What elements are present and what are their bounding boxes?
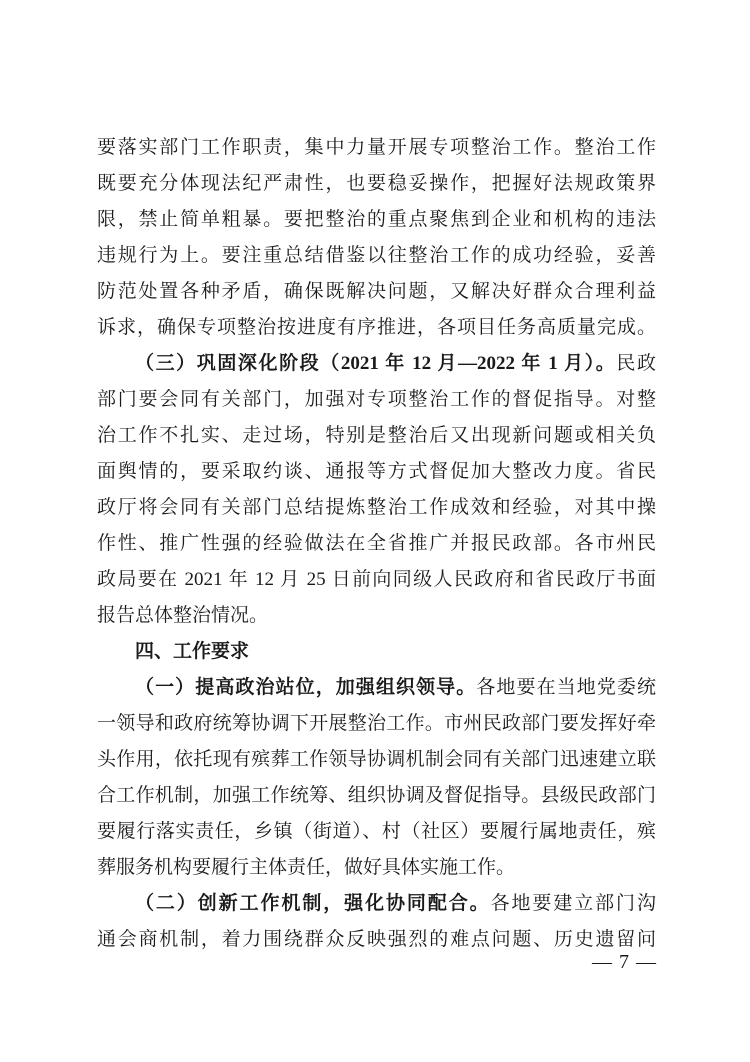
text-line [97,238,656,274]
text-line [97,562,656,598]
text-line [97,274,656,310]
body-text-segment: 限，禁止简单粗暴。要把整治的重点聚焦到企业和机构的违法 [97,209,656,230]
body-text-segment: 民政 [616,353,656,374]
text-line [97,490,656,526]
text-line [97,346,656,382]
text-line [97,454,656,490]
body-text-segment: 要落实部门工作职责，集中力量开展专项整治工作。整治工作 [97,137,656,158]
body-text-segment: 要履行落实责任，乡镇（街道）、村（社区）要履行属地责任，殡 [97,821,656,842]
page-number: — 7 — [592,951,657,973]
body-text-segment: 诉求，确保专项整治按进度有序推进，各项目任务高质量完成。 [97,317,656,338]
text-line [97,310,656,346]
text-line [97,418,656,454]
text-line [97,706,656,742]
text-line [97,778,656,814]
text-line [97,670,656,706]
bold-text-segment: （三）巩固深化阶段（2021 年 12 月—2022 年 1 月）。 [135,353,617,374]
body-text-segment: 报告总体整治情况。 [97,605,269,626]
body-text-segment: 防范处置各种矛盾，确保既解决问题，又解决好群众合理利益 [97,281,656,302]
body-text-segment: 违规行为上。要注重总结借鉴以往整治工作的成功经验，妥善 [97,245,656,266]
body-text-segment: 作性、推广性强的经验做法在全省推广并报民政部。各市州民 [97,533,656,554]
text-line [97,886,656,922]
body-text-segment: 各地要建立部门沟 [490,893,656,914]
body-text-segment: 既要充分体现法纪严肃性，也要稳妥操作，把握好法规政策界 [97,173,656,194]
text-line [97,598,656,634]
text-line [97,166,656,202]
bold-text-segment: （一）提高政治站位，加强组织领导。 [135,677,477,698]
body-text-segment: 头作用，依托现有殡葬工作领导协调机制会同有关部门迅速建立联 [97,749,656,770]
text-line [97,742,656,778]
body-text-segment: 各地要在当地党委统 [476,677,656,698]
text-line [97,382,656,418]
document-body [97,130,656,958]
text-line [97,526,656,562]
text-line [97,850,656,886]
body-text-segment: 政局要在 2021 年 12 月 25 日前向同级人民政府和省民政厅书面 [97,569,656,590]
body-text-segment: 葬服务机构要履行主体责任，做好具体实施工作。 [97,857,516,878]
text-line [97,634,656,670]
body-text-segment: 部门要会同有关部门，加强对专项整治工作的督促指导。对整 [97,389,656,410]
bold-text-segment: 四、工作要求 [135,641,250,662]
body-text-segment: 一领导和政府统筹协调下开展整治工作。市州民政部门要发挥好牵 [97,713,656,734]
body-text-segment: 面舆情的，要采取约谈、通报等方式督促加大整改力度。省民 [97,461,656,482]
body-text-segment: 合工作机制，加强工作统筹、组织协调及督促指导。县级民政部门 [97,785,656,806]
body-text-segment: 通会商机制，着力围绕群众反映强烈的难点问题、历史遗留问 [97,929,656,950]
body-text-segment: 治工作不扎实、走过场，特别是整治后又出现新问题或相关负 [97,425,656,446]
bold-text-segment: （二）创新工作机制，强化协同配合。 [135,893,491,914]
text-line [97,814,656,850]
body-text-segment: 政厅将会同有关部门总结提炼整治工作成效和经验，对其中操 [97,497,656,518]
text-line [97,922,656,958]
text-line [97,130,656,166]
text-line [97,202,656,238]
